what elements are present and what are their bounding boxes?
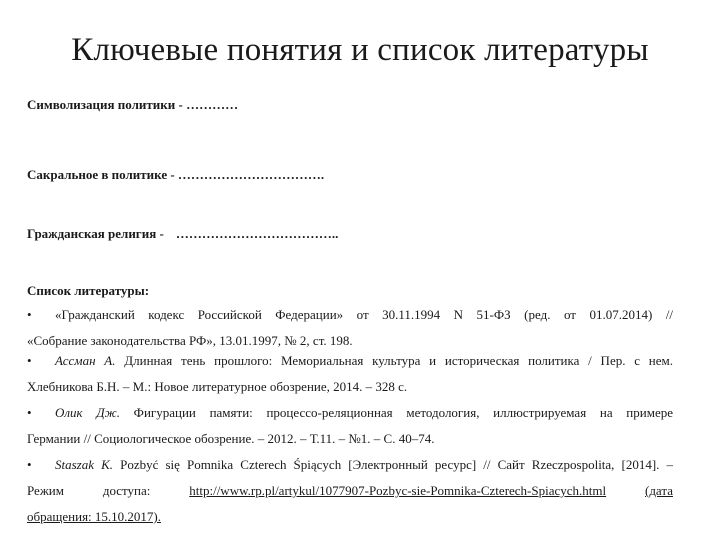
slide-title: Ключевые понятия и список литературы bbox=[71, 32, 649, 68]
reference-text: Pozbyć się Pomnika Czterech Śpiących [Электронный ресурс] // Сайт Rzeczpospolita, [2014]. – bbox=[113, 457, 674, 472]
concept-label: Сакральное в политике - bbox=[27, 167, 175, 182]
concept-label: Символизация политики - bbox=[27, 97, 183, 112]
reference-item bbox=[27, 452, 673, 530]
bullet-icon: • bbox=[27, 353, 32, 368]
concept-blank: ……………………………. bbox=[174, 167, 325, 182]
reference-author: Staszak K. bbox=[55, 457, 114, 472]
reference-line bbox=[27, 478, 673, 504]
concept-item-civil-religion bbox=[27, 226, 338, 242]
reference-text: Длинная тень прошлого: Мемориальная культура и историческая политика / Пер. с нем. bbox=[115, 353, 673, 368]
reference-line bbox=[27, 348, 673, 374]
bullet-icon: • bbox=[27, 457, 32, 472]
reference-line bbox=[27, 400, 673, 426]
reference-text: «Гражданский кодекс Российской Федерации» от 30.11.1994 N 51-ФЗ (ред. от 01.07.2014) // bbox=[55, 307, 673, 322]
concept-blank: ………… bbox=[182, 97, 239, 112]
reference-text: Режим bbox=[27, 483, 64, 498]
concept-label: Гражданская религия - bbox=[27, 226, 164, 241]
reference-text-cont: Хлебникова Б.Н. – М.: Новое литературное обозрение, 2014. – 328 с. bbox=[27, 379, 408, 394]
bullet-icon: • bbox=[27, 307, 32, 322]
reference-text-cont: «Собрание законодательства РФ», 13.01.1997, № 2, ст. 198. bbox=[27, 333, 353, 348]
reference-text: доступа: bbox=[102, 483, 151, 498]
reference-author: Олик Дж. bbox=[55, 405, 120, 420]
reference-line bbox=[27, 452, 673, 478]
reference-line bbox=[27, 302, 673, 328]
concept-blank: ……………………………….. bbox=[175, 226, 339, 241]
reference-item bbox=[27, 348, 673, 400]
reference-item bbox=[27, 400, 673, 452]
concept-item-symbolization bbox=[27, 97, 238, 113]
reference-text-cont: Германии // Социологическое обозрение. – 2012. – Т.11. – №1. – С. 40–74. bbox=[27, 431, 435, 446]
reference-text: Фигурации памяти: процессо-реляционная методология, иллюстрируемая на примере bbox=[119, 405, 673, 420]
references-heading: Список литературы: bbox=[27, 283, 150, 298]
reference-author: Ассман А. bbox=[55, 353, 116, 368]
reference-item bbox=[27, 302, 673, 354]
reference-text: (дата bbox=[644, 483, 673, 498]
reference-url-link[interactable]: http://www.rp.pl/artykul/1077907-Pozbyc-sie-Pomnika-Czterech-Spiacych.html bbox=[189, 483, 607, 498]
concept-item-sacral bbox=[27, 167, 324, 183]
bullet-icon: • bbox=[27, 405, 32, 420]
reference-text-cont: обращения: 15.10.2017). bbox=[27, 509, 161, 524]
